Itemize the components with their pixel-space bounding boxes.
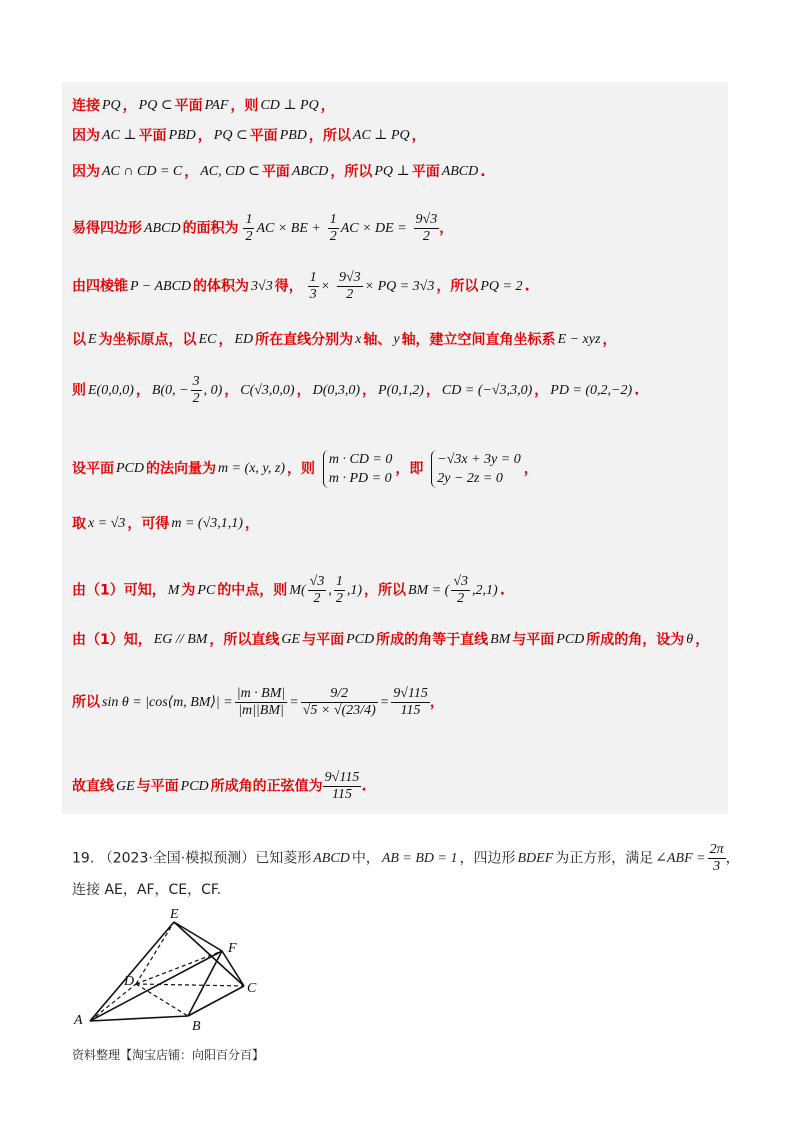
solution-line-1: 连接 PQ ， PQ ⊂ 平面 PAF ，则 CD ⊥ PQ ， <box>72 98 335 114</box>
fraction: $\frac{9/2}{√5 \times √(23/4)}$ <box>302 686 376 718</box>
fraction: $\frac{|m \cdot BM|}{|m||BM|}$ <box>236 686 286 718</box>
problem-line-2: 连接 AE，AF，CE，CF. <box>72 882 222 898</box>
solution-line-10: 由（1）可知， M 为 PC 的中点，则 M( $\frac{√3}{2}$ , $\frac{1}{2}$ ,1) ，所以 BM = ( $\frac{√3}{2}$ ,2,1) . <box>72 574 506 606</box>
label-A: A <box>74 1013 83 1028</box>
solution-line-9: 取 x = √3 ，可得 m = (√3,1,1) ， <box>72 516 259 532</box>
problem-source: （2023·全国·模拟预测） <box>98 850 256 867</box>
fraction: $\frac{1}{2}$ <box>329 212 337 244</box>
solution-line-2: 因为 AC ⊥ 平面 PBD ， PQ ⊂ 平面 PBD ，所以 AC ⊥ PQ ， <box>72 128 426 144</box>
geometry-figure <box>70 904 270 1040</box>
fraction: $\frac{9√115}{115}$ <box>324 770 360 802</box>
solution-line-12: 所以 sin θ = |cos⟨m, BM⟩| = $\frac{|m \cdot BM|}{|m||BM|}$ = $\frac{9/2}{√5 \times √(23/4)}$ = $\frac{9√115}{115}$ ， <box>72 686 444 718</box>
fraction: $\frac{2\pi}{3}$ <box>709 842 724 874</box>
fraction: $\frac{9√3}{2}$ <box>338 270 361 302</box>
fraction: $\frac{1}{3}$ <box>309 270 317 302</box>
equation-system: −√3x + 3y = 0 2y − 2z = 0 <box>431 450 520 488</box>
solution-line-5: 由四棱锥 P − ABCD 的体积为 3√3 得， $\frac{1}{3}$ × $\frac{9√3}{2}$ × PQ = 3√3 ，所以 PQ = 2 . <box>72 270 530 302</box>
label-F: F <box>228 941 237 956</box>
fraction: $\frac{9√3}{2}$ <box>415 212 438 244</box>
problem-number: 19. <box>72 850 95 867</box>
solution-line-4: 易得四边形 ABCD 的面积为 $\frac{1}{2}$ AC × BE + $\frac{1}{2}$ AC × DE = $\frac{9√3}{2}$ ， <box>72 212 454 244</box>
fraction: $\frac{√3}{2}$ <box>453 574 469 606</box>
fraction: $\frac{9√115}{115}$ <box>393 686 428 718</box>
solution-line-3: 因为 AC ∩ CD = C ， AC, CD ⊂ 平面 ABCD ，所以 PQ ⊥ 平面 ABCD . <box>72 164 486 180</box>
solution-line-6: 以 E 为坐标原点，以 EC ， ED 所在直线分别为 x 轴、 y 轴，建立空间直角坐标系 E − xyz ， <box>72 332 617 348</box>
solution-line-7: 则 E(0,0,0) ， B(0, − $\frac{3}{2}$ , 0) ， C(√3,0,0) ， D(0,3,0) ， P(0,1,2) ， CD = (−√3,3,0) ， PD = (0,2,−2) . <box>72 374 640 406</box>
solution-line-13: 故直线 GE 与平面 PCD 所成角的正弦值为 $\frac{9√115}{115}$ . <box>72 770 367 802</box>
label-E: E <box>170 907 179 922</box>
fraction: $\frac{1}{2}$ <box>245 212 253 244</box>
solution-line-8: 设平面 PCD 的法向量为 m = (x, y, z) ，则 m · CD = 0 m · PD = 0 ，即 −√3x + 3y = 0 2y − 2z = 0 ， <box>72 452 538 486</box>
fraction: $\frac{3}{2}$ <box>192 374 200 406</box>
footer-note: 资料整理【淘宝店铺：向阳百分百】 <box>72 1048 265 1062</box>
problem-statement: 19. （2023·全国·模拟预测）已知菱形 ABCD 中， AB = BD = 1 ，四边形 BDEF 为正方形，满足 ∠ABF = $\frac{2\pi}{3}$ ， <box>72 842 740 874</box>
fraction: $\frac{√3}{2}$ <box>309 574 325 606</box>
equation-system: m · CD = 0 m · PD = 0 <box>323 450 393 488</box>
solution-line-11: 由（1）知， EG // BM ，所以直线 GE 与平面 PCD 所成的角等于直线 BM 与平面 PCD 所成的角，设为 θ ， <box>72 632 710 648</box>
label-C: C <box>247 981 257 996</box>
fraction: $\frac{1}{2}$ <box>335 574 343 606</box>
label-D: D <box>124 974 135 989</box>
label-B: B <box>192 1019 201 1034</box>
